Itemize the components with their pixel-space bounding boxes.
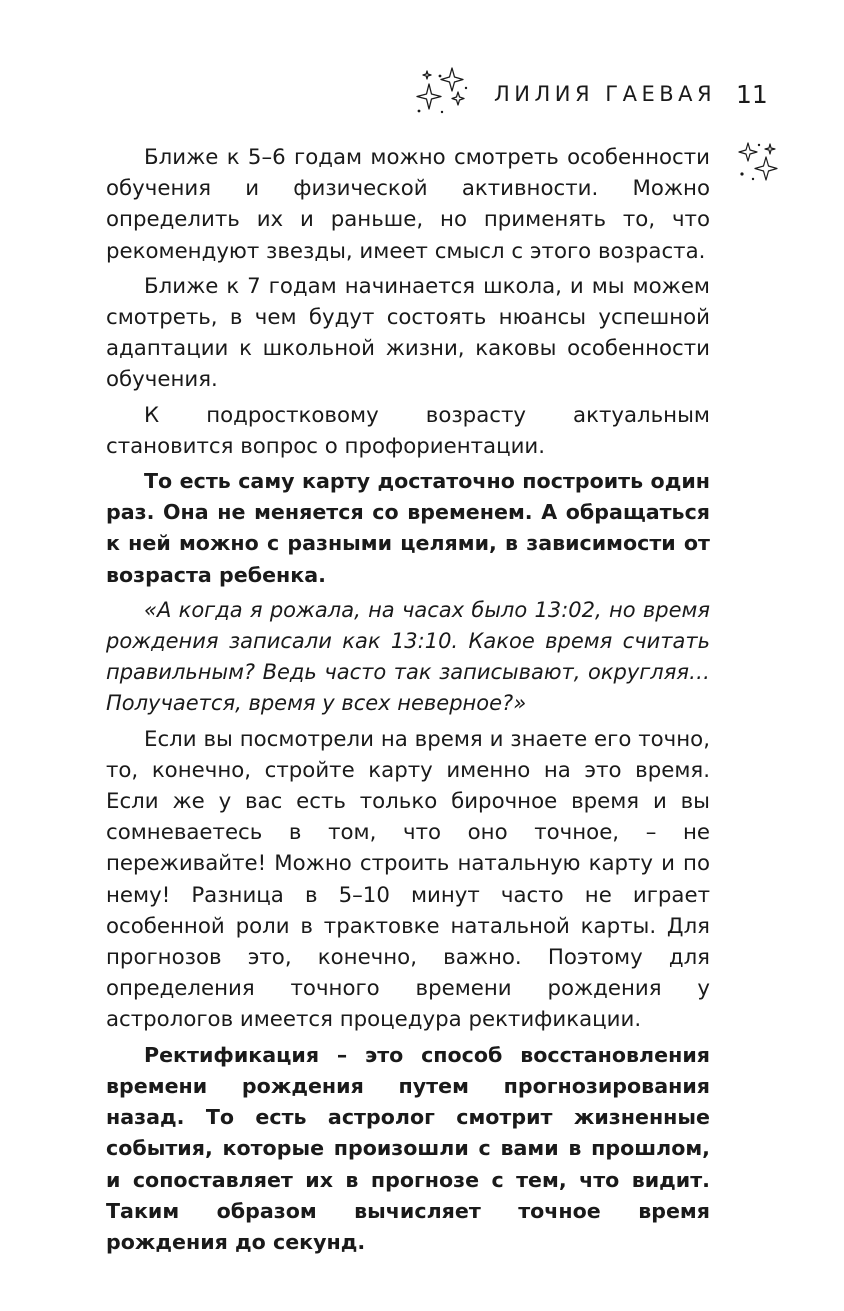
- quote-paragraph: «А когда я рожала, на часах было 13:02, но время рождения записали как 13:10. Какое время считать правильным? Ведь часто так записывают, округляя… Получается, время у всех неверное?»: [106, 597, 710, 716]
- paragraph: Если вы посмотрели на время и знаете его точно, то, конечно, стройте карту именно на это время. Если же у вас есть только бирочное время и вы сомневаетесь в том, что оно точное, – не переживайте! Можно строить натальную карту и по нему! Разница в 5–10 минут часто не играет особенной роли в трактовке натальной карты. Для прогнозов это, конечно, важно. Поэтому для определения точного времени рождения у астрологов имеется процедура ректификации.: [106, 726, 710, 1033]
- paragraph: Ближе к 5–6 годам можно смотреть особенности обучения и физической активности. Можно определить их и раньше, но применять то, что рекомендуют звезды, имеет смысл с этого возраста.: [106, 145, 710, 264]
- page-number: 11: [736, 80, 768, 109]
- paragraph: Ближе к 7 годам начинается школа, и мы можем смотреть, в чем будут состоять нюансы успешной адаптации к школьной жизни, каковы особенности обучения.: [106, 273, 710, 393]
- bold-paragraph: То есть саму карту достаточно построить один раз. Она не меняется со временем. А обращаться к ней можно с разными целями, в зависимости от возраста ребенка.: [106, 469, 710, 587]
- stars-icon: [414, 66, 470, 118]
- page-header: [0, 66, 844, 126]
- author-name: ЛИЛИЯ ГАЕВАЯ: [494, 82, 717, 106]
- bold-paragraph: Ректификация – это способ восстановления времени рождения путем прогнозирования назад. То есть астролог смотрит жизненные события, которые произошли с вами в прошлом, и сопоставляет их в прогнозе с тем, что видит. Таким образом вычисляет точное время рождения до секунд.: [106, 1042, 710, 1254]
- side-stars-icon: [737, 141, 779, 183]
- paragraph: К подростковому возрасту актуальным становится вопрос о профориентации.: [106, 402, 710, 459]
- page-body: [106, 142, 710, 1262]
